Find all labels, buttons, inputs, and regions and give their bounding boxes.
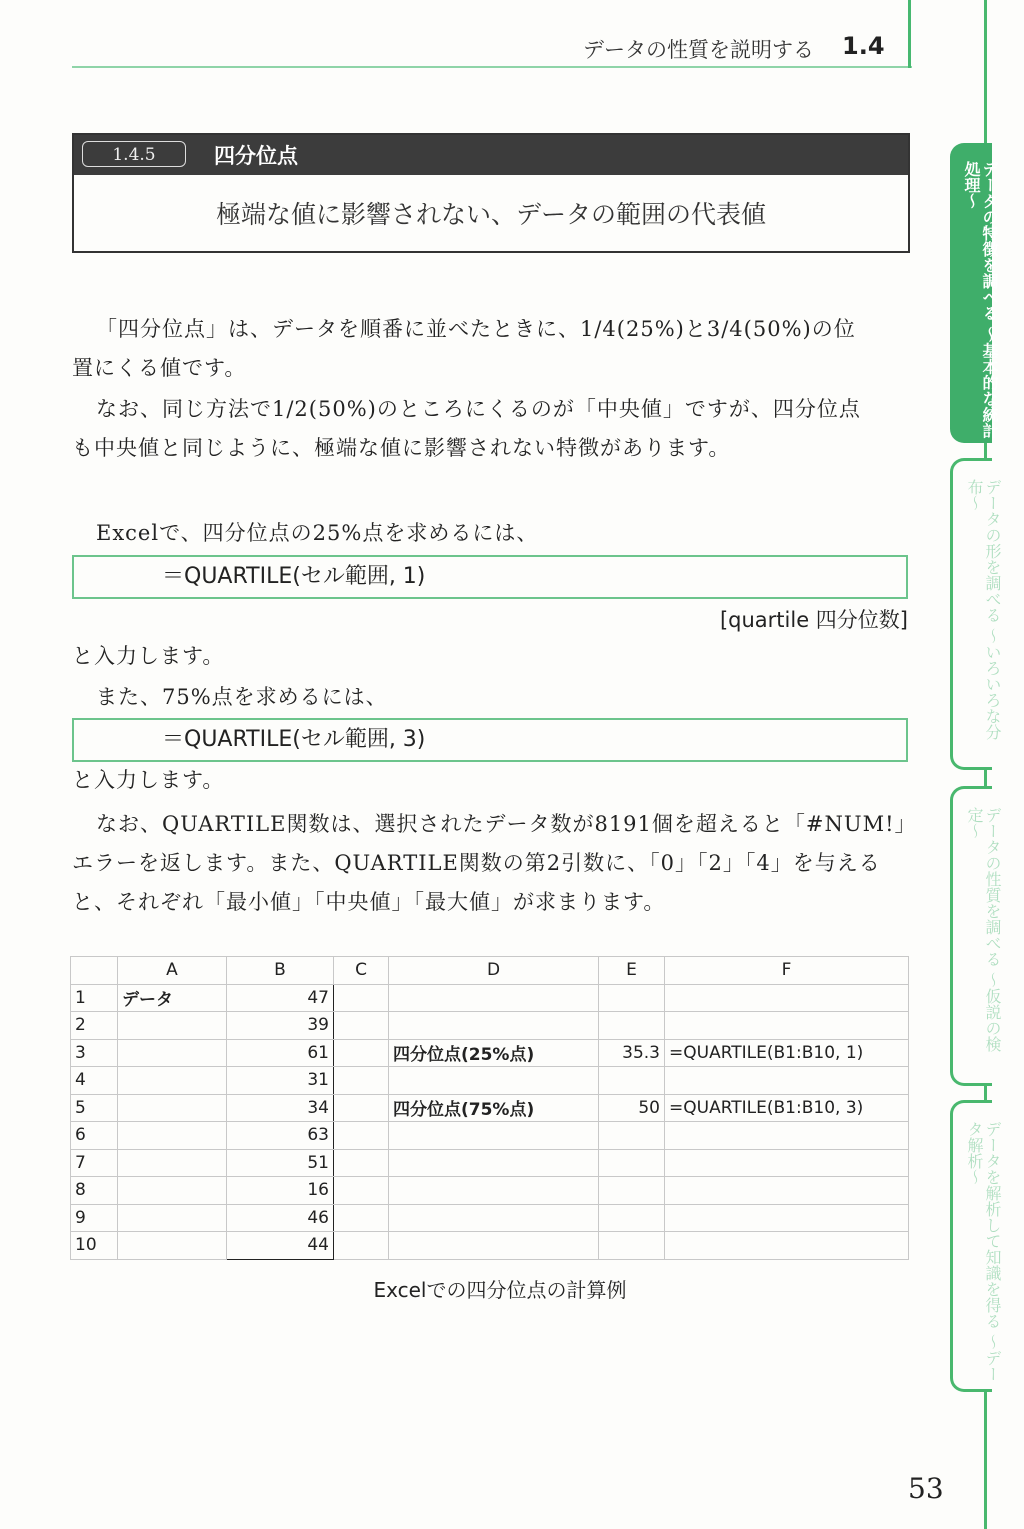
cell-f: [665, 1232, 909, 1260]
cell-d: [389, 984, 599, 1012]
paragraph-6: と入力します。: [72, 768, 225, 792]
section-subtitle: 極端な値に影響されない、データの範囲の代表値: [215, 200, 766, 229]
cell-d: [389, 1012, 599, 1040]
figure-caption: Excelでの四分位点の計算例: [373, 1278, 627, 1302]
paragraph-line: エラーを返します。また、QUARTILE関数の第2引数に、「0」「2」「4」を与える: [72, 851, 881, 875]
cell-c: [334, 1039, 389, 1067]
table-row: [71, 1067, 909, 1095]
paragraph-line: も中央値と同じように、極端な値に影響されない特徴があります。: [72, 436, 731, 460]
column-header: A: [118, 957, 227, 985]
cell-d: [389, 1149, 599, 1177]
column-header: F: [665, 957, 909, 985]
table-row: [71, 1122, 909, 1150]
side-tab-data-analysis[interactable]: [950, 1100, 1002, 1392]
cell-f: [665, 984, 909, 1012]
spreadsheet-example: [70, 956, 909, 1260]
cell-c: [334, 1149, 389, 1177]
formula-box-1: ＝QUARTILE(セル範囲, 1): [72, 555, 908, 599]
paragraph-line: 「四分位点」は、データを順番に並べたときに、1/4(25%)と3/4(50%)の位: [96, 317, 856, 341]
paragraph-line: 置にくる値です。: [72, 356, 247, 380]
paragraph-4: と入力します。: [72, 644, 225, 668]
row-number: 4: [71, 1067, 118, 1095]
column-header: D: [389, 957, 599, 985]
cell-b: 31: [227, 1067, 334, 1095]
cell-a: [118, 1012, 227, 1040]
row-number: 5: [71, 1094, 118, 1122]
row-number: 9: [71, 1204, 118, 1232]
cell-a: [118, 1149, 227, 1177]
cell-d: [389, 1232, 599, 1260]
cell-c: [334, 1177, 389, 1205]
table-row: [71, 1012, 909, 1040]
reference-note: [quartile 四分位数]: [719, 608, 908, 632]
paragraph-1: [72, 310, 912, 388]
row-number: 10: [71, 1232, 118, 1260]
table-row: [71, 1039, 909, 1067]
cell-e: [599, 1177, 665, 1205]
cell-f: [665, 1149, 909, 1177]
cell-d: 四分位点(25%点): [389, 1039, 599, 1067]
cell-b: 61: [227, 1039, 334, 1067]
cell-a: [118, 1122, 227, 1150]
cell-d: [389, 1177, 599, 1205]
cell-e: [599, 1012, 665, 1040]
cell-e: 35.3: [599, 1039, 665, 1067]
table-row: [71, 1094, 909, 1122]
cell-c: [334, 1204, 389, 1232]
cell-b: 46: [227, 1204, 334, 1232]
paragraph-7: [72, 805, 917, 922]
column-header: B: [227, 957, 334, 985]
section-heading-box: [72, 133, 910, 253]
cell-c: [334, 1122, 389, 1150]
side-tab-label: データの特徴を調べる 〜基本的な統計処理〜: [962, 161, 999, 439]
header-rule: [72, 66, 912, 68]
cell-a: [118, 1204, 227, 1232]
page-number: 53: [908, 1472, 944, 1505]
row-number: 8: [71, 1177, 118, 1205]
cell-b: 44: [227, 1232, 334, 1260]
side-tab-basic-statistics[interactable]: [950, 143, 999, 443]
cell-f: [665, 1067, 909, 1095]
paragraph-2: [72, 390, 912, 468]
cell-b: 47: [227, 984, 334, 1012]
cell-e: [599, 1067, 665, 1095]
corner-cell: [71, 957, 118, 985]
cell-c: [334, 984, 389, 1012]
cell-d: [389, 1204, 599, 1232]
paragraph-line: なお、同じ方法で1/2(50%)のところにくるのが「中央値」ですが、四分位点: [96, 397, 861, 421]
header-vertical-rule: [908, 0, 911, 68]
section-heading-bar: [74, 135, 908, 175]
column-header: E: [599, 957, 665, 985]
column-header-row: [71, 957, 909, 985]
row-number: 6: [71, 1122, 118, 1150]
cell-a: [118, 1177, 227, 1205]
side-tab-label: データの形を調べる 〜いろいろな分布〜: [965, 479, 1002, 741]
cell-a: [118, 1067, 227, 1095]
paragraph-line: なお、QUARTILE関数は、選択されたデータ数が8191個を超えると「#NUM!」: [96, 812, 917, 836]
cell-d: [389, 1122, 599, 1150]
table-row: [71, 1204, 909, 1232]
table-row: [71, 1177, 909, 1205]
cell-b: 16: [227, 1177, 334, 1205]
table-row: [71, 984, 909, 1012]
paragraph-line: と、それぞれ「最小値」「中央値」「最大値」が求まります。: [72, 890, 666, 914]
cell-e: 50: [599, 1094, 665, 1122]
cell-f: [665, 1204, 909, 1232]
paragraph-3: Excelで、四分位点の25%点を求めるには、: [96, 521, 539, 545]
paragraph-5: また、75%点を求めるには、: [96, 685, 388, 709]
section-title: 四分位点: [214, 144, 298, 168]
cell-f: =QUARTILE(B1:B10, 1): [665, 1039, 909, 1067]
running-header-title: データの性質を説明する: [583, 38, 814, 62]
table-row: [71, 1232, 909, 1260]
cell-f: =QUARTILE(B1:B10, 3): [665, 1094, 909, 1122]
running-header-section-number: 1.4: [842, 32, 885, 60]
cell-b: 39: [227, 1012, 334, 1040]
row-number: 3: [71, 1039, 118, 1067]
cell-a: データ: [118, 984, 227, 1012]
section-number: 1.4.5: [82, 141, 186, 167]
row-number: 1: [71, 984, 118, 1012]
cell-f: [665, 1012, 909, 1040]
side-tab-distributions[interactable]: [950, 458, 1002, 770]
cell-b: 51: [227, 1149, 334, 1177]
cell-c: [334, 1232, 389, 1260]
side-tab-label: データの性質を調べる 〜仮説の検定〜: [965, 807, 1002, 1053]
cell-a: [118, 1094, 227, 1122]
row-number: 7: [71, 1149, 118, 1177]
cell-e: [599, 1232, 665, 1260]
row-number: 2: [71, 1012, 118, 1040]
column-header: C: [334, 957, 389, 985]
cell-f: [665, 1122, 909, 1150]
cell-c: [334, 1067, 389, 1095]
cell-e: [599, 1149, 665, 1177]
table-row: [71, 1149, 909, 1177]
cell-b: 34: [227, 1094, 334, 1122]
formula-box-2: ＝QUARTILE(セル範囲, 3): [72, 718, 908, 762]
cell-c: [334, 1094, 389, 1122]
side-tab-hypothesis-testing[interactable]: [950, 786, 1002, 1086]
cell-e: [599, 984, 665, 1012]
side-tab-label: データを解析して知識を得る 〜データ解析〜: [965, 1121, 1002, 1383]
cell-d: [389, 1067, 599, 1095]
cell-e: [599, 1204, 665, 1232]
cell-d: 四分位点(75%点): [389, 1094, 599, 1122]
cell-a: [118, 1039, 227, 1067]
cell-a: [118, 1232, 227, 1260]
cell-f: [665, 1177, 909, 1205]
cell-b: 63: [227, 1122, 334, 1150]
cell-e: [599, 1122, 665, 1150]
cell-c: [334, 1012, 389, 1040]
